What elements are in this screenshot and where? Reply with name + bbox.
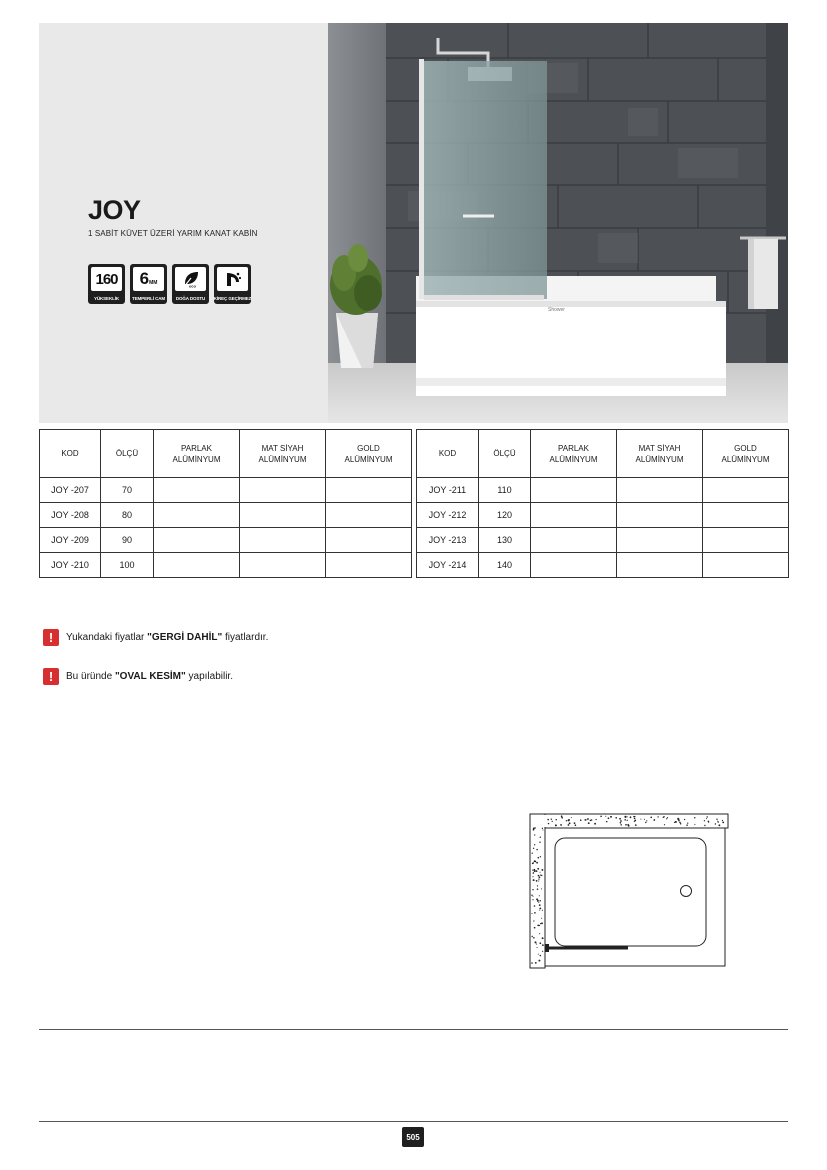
note-oval bbox=[43, 668, 233, 685]
svg-text:eco: eco bbox=[188, 283, 196, 288]
cell-mat-siyah bbox=[240, 553, 326, 578]
cell-mat-siyah bbox=[617, 478, 703, 503]
glass-thickness-label: TEMPERLİ CAM bbox=[131, 296, 166, 301]
note-gergi bbox=[43, 629, 268, 646]
table-header-row bbox=[40, 430, 412, 478]
cell-kod: JOY -210 bbox=[40, 553, 101, 578]
cell-olcu: 70 bbox=[101, 478, 154, 503]
cell-mat-siyah bbox=[240, 503, 326, 528]
note-text: Yukandaki fiyatlar "GERGİ DAHİL" fiyatlardır. bbox=[66, 632, 269, 643]
table-row bbox=[417, 553, 789, 578]
price-table-left bbox=[39, 429, 412, 578]
header-parlak: PARLAK ALÜMİNYUM bbox=[154, 430, 240, 478]
height-value: 160 bbox=[95, 270, 118, 288]
water-repellent-icon bbox=[223, 270, 243, 288]
header-gold: GOLD ALÜMİNYUM bbox=[703, 430, 789, 478]
cell-gold bbox=[703, 503, 789, 528]
cell-olcu: 80 bbox=[101, 503, 154, 528]
tub-label: Shower bbox=[548, 307, 565, 313]
installation-plan-diagram bbox=[528, 812, 730, 970]
cell-parlak bbox=[154, 528, 240, 553]
header-mat-siyah: MAT SİYAH ALÜMİNYUM bbox=[617, 430, 703, 478]
table-row bbox=[417, 503, 789, 528]
cell-gold bbox=[326, 553, 412, 578]
limescale-badge bbox=[214, 264, 251, 304]
eco-label: DOĞA DOSTU bbox=[175, 296, 206, 301]
table-row bbox=[417, 528, 789, 553]
cell-parlak bbox=[531, 478, 617, 503]
cell-kod: JOY -211 bbox=[417, 478, 479, 503]
feature-badges bbox=[88, 264, 251, 304]
product-panel bbox=[39, 23, 328, 423]
cell-gold bbox=[326, 503, 412, 528]
table-row bbox=[417, 478, 789, 503]
cell-olcu: 100 bbox=[101, 553, 154, 578]
table-row bbox=[40, 528, 412, 553]
height-label: YÜKSEKLİK bbox=[93, 296, 120, 301]
glass-thickness-value: 6 bbox=[139, 269, 149, 288]
table-header-row bbox=[417, 430, 789, 478]
cell-parlak bbox=[154, 478, 240, 503]
cell-parlak bbox=[154, 503, 240, 528]
cell-mat-siyah bbox=[617, 528, 703, 553]
cell-kod: JOY -208 bbox=[40, 503, 101, 528]
header-gold: GOLD ALÜMİNYUM bbox=[326, 430, 412, 478]
cell-parlak bbox=[531, 528, 617, 553]
cell-kod: JOY -214 bbox=[417, 553, 479, 578]
cell-mat-siyah bbox=[617, 553, 703, 578]
warning-icon: ! bbox=[43, 668, 59, 685]
cell-kod: JOY -209 bbox=[40, 528, 101, 553]
cell-olcu: 120 bbox=[479, 503, 531, 528]
glass-thickness-badge bbox=[130, 264, 167, 304]
table-row bbox=[40, 553, 412, 578]
header-parlak: PARLAK ALÜMİNYUM bbox=[531, 430, 617, 478]
glass-thickness-unit: MM bbox=[149, 280, 158, 286]
page-number: 505 bbox=[402, 1127, 424, 1147]
height-badge bbox=[88, 264, 125, 304]
product-photo bbox=[328, 23, 788, 423]
eco-leaf-icon bbox=[181, 270, 201, 288]
cell-gold bbox=[703, 553, 789, 578]
divider bbox=[39, 1029, 788, 1030]
cell-olcu: 130 bbox=[479, 528, 531, 553]
cell-kod: JOY -212 bbox=[417, 503, 479, 528]
price-table-right bbox=[416, 429, 789, 578]
cell-olcu: 140 bbox=[479, 553, 531, 578]
cell-kod: JOY -207 bbox=[40, 478, 101, 503]
cell-gold bbox=[326, 478, 412, 503]
cell-gold bbox=[703, 528, 789, 553]
cell-kod: JOY -213 bbox=[417, 528, 479, 553]
header-olcu: ÖLÇÜ bbox=[479, 430, 531, 478]
product-title: JOY bbox=[88, 195, 141, 225]
cell-gold bbox=[703, 478, 789, 503]
cell-mat-siyah bbox=[240, 478, 326, 503]
table-row bbox=[40, 503, 412, 528]
cell-mat-siyah bbox=[617, 503, 703, 528]
cell-gold bbox=[326, 528, 412, 553]
cell-parlak bbox=[154, 553, 240, 578]
cell-olcu: 90 bbox=[101, 528, 154, 553]
cell-parlak bbox=[531, 503, 617, 528]
product-subtitle: 1 SABİT KÜVET ÜZERİ YARIM KANAT KABİN bbox=[88, 229, 258, 238]
table-row bbox=[40, 478, 412, 503]
warning-icon: ! bbox=[43, 629, 59, 646]
header-mat-siyah: MAT SİYAH ALÜMİNYUM bbox=[240, 430, 326, 478]
bathroom-scene bbox=[328, 23, 788, 423]
header-kod: KOD bbox=[40, 430, 101, 478]
cell-olcu: 110 bbox=[479, 478, 531, 503]
limescale-label: KİREÇ GEÇİRMEZ bbox=[213, 296, 252, 301]
header-kod: KOD bbox=[417, 430, 479, 478]
cell-parlak bbox=[531, 553, 617, 578]
eco-badge bbox=[172, 264, 209, 304]
header-olcu: ÖLÇÜ bbox=[101, 430, 154, 478]
note-text: Bu üründe "OVAL KESİM" yapılabilir. bbox=[66, 671, 233, 682]
cell-mat-siyah bbox=[240, 528, 326, 553]
divider bbox=[39, 1121, 788, 1122]
